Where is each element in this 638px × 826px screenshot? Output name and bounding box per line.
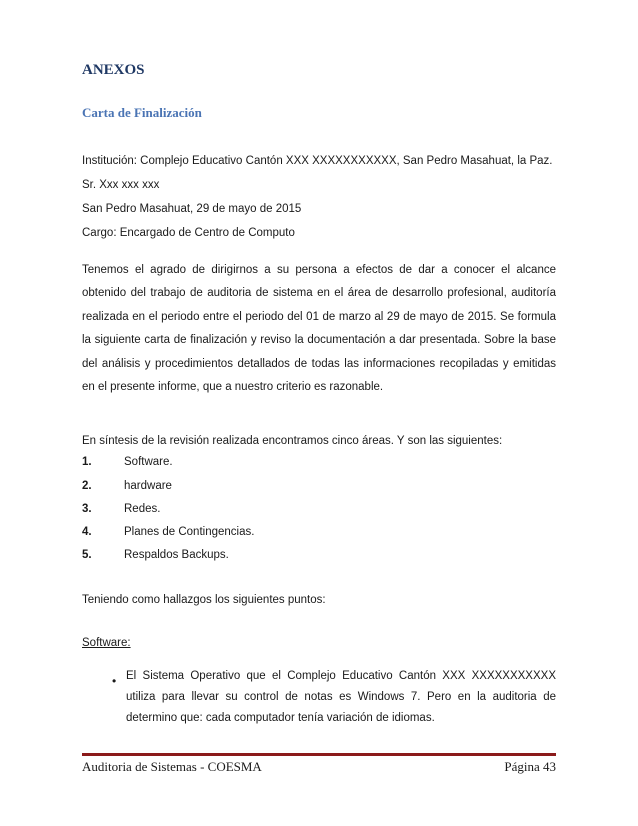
institution-line: Institución: Complejo Educativo Cantón XXX XXXXXXXXXXX, San Pedro Masahuat, la Paz. xyxy=(82,155,553,167)
footer-title: Auditoria de Sistemas - COESMA xyxy=(82,759,262,774)
findings-intro: Teniendo como hallazgos los siguientes puntos: xyxy=(82,594,326,606)
list-item-label: Redes. xyxy=(124,503,161,515)
page-number: Página 43 xyxy=(504,759,556,774)
position-line: Cargo: Encargado de Centro de Computo xyxy=(82,227,295,239)
section-heading: ANEXOS xyxy=(82,62,145,78)
list-item-label: Respaldos Backups. xyxy=(124,549,229,561)
bullet-icon: • xyxy=(112,674,117,688)
footer-divider xyxy=(82,753,556,756)
software-heading: Software: xyxy=(82,637,131,649)
place-date-line: San Pedro Masahuat, 29 de mayo de 2015 xyxy=(82,203,302,215)
body-paragraph: Tenemos el agrado de dirigirnos a su persona a efectos de dar a conocer el alcance obtenido del trabajo de auditoria de sistema en el área de desarrollo profesional, auditoría realizada en el periodo entre el periodo del 01 de marzo al 29 de mayo de 2015. Se formula la siguiente carta de finalización y reviso la documentación a dar presentada. Sobre la base del análisis y procedimientos detallados de todas las informaciones recopiladas y emitidas en el presente informe, que a nuestro criterio es razonable. xyxy=(82,264,556,394)
section-subheading: Carta de Finalización xyxy=(82,105,202,120)
recipient-line: Sr. Xxx xxx xxx xyxy=(82,179,160,191)
list-item-label: Software. xyxy=(124,456,173,468)
list-item-number: 3. xyxy=(82,503,92,515)
list-item-number: 4. xyxy=(82,526,92,538)
software-finding: El Sistema Operativo que el Complejo Educativo Cantón XXX XXXXXXXXXXX utiliza para llevar su control de notas es Windows 7. Pero en la auditoria de determino que: cada computador tenía variación de idiomas. xyxy=(126,670,556,724)
summary-intro: En síntesis de la revisión realizada encontramos cinco áreas. Y son las siguientes: xyxy=(82,435,503,447)
list-item-label: Planes de Contingencias. xyxy=(124,526,255,538)
list-item-number: 2. xyxy=(82,480,92,492)
list-item-label: hardware xyxy=(124,480,172,492)
list-item-number: 5. xyxy=(82,549,92,561)
list-item-number: 1. xyxy=(82,456,92,468)
